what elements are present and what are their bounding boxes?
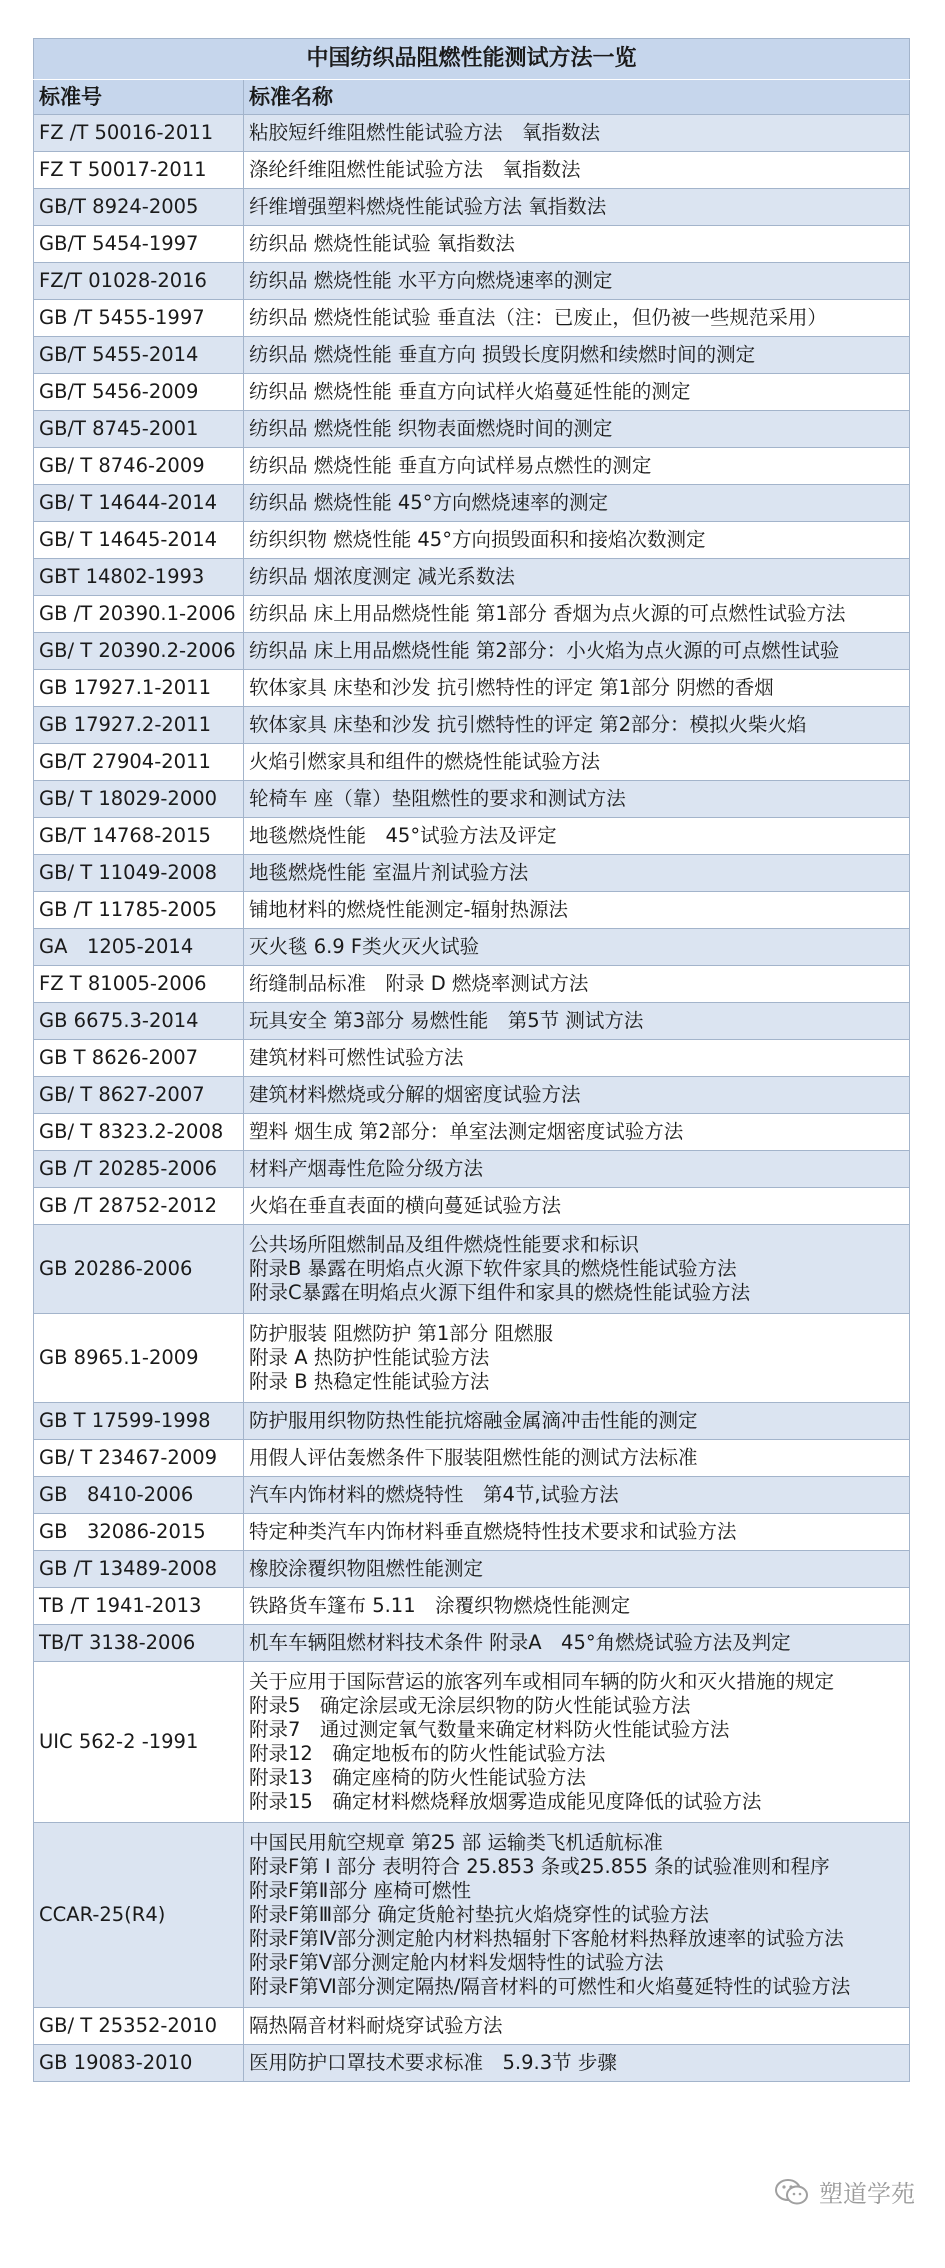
table-row <box>34 966 910 1003</box>
table-row <box>34 2008 910 2045</box>
standard-name <box>244 559 910 596</box>
standard-name-line: 纺织品 燃烧性能试验 氧指数法 <box>249 232 515 255</box>
table-row <box>34 115 910 152</box>
table-row <box>34 670 910 707</box>
standard-code: GBT 14802-1993 <box>34 559 244 596</box>
standard-name-line: 铺地材料的燃烧性能测定-辐射热源法 <box>249 898 569 921</box>
standard-name-line: 纺织品 燃烧性能试验 垂直法（注：已废止，但仍被一些规范采用） <box>249 306 827 329</box>
standard-name <box>244 966 910 1003</box>
standard-name-line: 附录15 确定材料燃烧释放烟雾造成能见度降低的试验方法 <box>249 1790 762 1813</box>
standard-name-line: 附录7 通过测定氧气数量来确定材料防火性能试验方法 <box>249 1718 730 1741</box>
standard-name-line: 附录5 确定涂层或无涂层织物的防火性能试验方法 <box>249 1694 691 1717</box>
standard-code: GB/ T 8746-2009 <box>34 448 244 485</box>
standard-name <box>244 1477 910 1514</box>
table-row <box>34 1662 910 1823</box>
standard-code: GB/ T 25352-2010 <box>34 2008 244 2045</box>
standard-name-line: 纺织品 床上用品燃烧性能 第2部分：小火焰为点火源的可点燃性试验 <box>249 639 840 662</box>
standard-name-line: 软体家具 床垫和沙发 抗引燃特性的评定 第2部分：模拟火柴火焰 <box>249 713 807 736</box>
table-row <box>34 892 910 929</box>
standard-code: FZ /T 50016-2011 <box>34 115 244 152</box>
standard-code: GB 19083-2010 <box>34 2045 244 2082</box>
standard-name <box>244 1225 910 1314</box>
standard-name-line: 附录F第Ⅱ部分 座椅可燃性 <box>249 1879 472 1902</box>
standard-code: GB /T 11785-2005 <box>34 892 244 929</box>
standard-name <box>244 1514 910 1551</box>
table-row <box>34 855 910 892</box>
table-row <box>34 744 910 781</box>
standard-name <box>244 1188 910 1225</box>
standard-name-line: 橡胶涂覆织物阻燃性能测定 <box>249 1557 484 1580</box>
standard-name-line: 纺织品 烟浓度测定 减光系数法 <box>249 565 515 588</box>
standard-name-line: 铁路货车篷布 5.11 涂覆织物燃烧性能测定 <box>249 1594 631 1617</box>
standard-name <box>244 929 910 966</box>
table-row <box>34 1477 910 1514</box>
standard-name <box>244 152 910 189</box>
standard-code: GB 8965.1-2009 <box>34 1314 244 1403</box>
standard-code: GB/ T 8627-2007 <box>34 1077 244 1114</box>
standard-name-line: 火焰引燃家具和组件的燃烧性能试验方法 <box>249 750 601 773</box>
standard-name-line: 轮椅车 座（靠）垫阻燃性的要求和测试方法 <box>249 787 626 810</box>
standard-code: FZ/T 01028-2016 <box>34 263 244 300</box>
standard-name-line: 建筑材料可燃性试验方法 <box>249 1046 464 1069</box>
standard-code: GB 6675.3-2014 <box>34 1003 244 1040</box>
table-row <box>34 1188 910 1225</box>
standard-code: GB 20286-2006 <box>34 1225 244 1314</box>
standard-code: GB T 17599-1998 <box>34 1403 244 1440</box>
standard-name-line: 附录 A 热防护性能试验方法 <box>249 1346 490 1369</box>
table-row <box>34 559 910 596</box>
standard-name <box>244 707 910 744</box>
standard-name-line: 附录F第Ⅴ部分测定舱内材料发烟特性的试验方法 <box>249 1951 664 1974</box>
standard-name <box>244 1003 910 1040</box>
standard-name <box>244 1077 910 1114</box>
table-row <box>34 1151 910 1188</box>
standard-name <box>244 633 910 670</box>
standard-code: GB /T 5455-1997 <box>34 300 244 337</box>
table-row <box>34 1040 910 1077</box>
standard-code: GB/T 5455-2014 <box>34 337 244 374</box>
table-row <box>34 633 910 670</box>
standard-name <box>244 818 910 855</box>
standard-code: GB/ T 8323.2-2008 <box>34 1114 244 1151</box>
standard-code: GB/T 5456-2009 <box>34 374 244 411</box>
standard-name-line: 塑料 烟生成 第2部分：单室法测定烟密度试验方法 <box>249 1120 684 1143</box>
standard-name <box>244 1551 910 1588</box>
table-row <box>34 374 910 411</box>
standard-name-line: 纤维增强塑料燃烧性能试验方法 氧指数法 <box>249 195 607 218</box>
table-row <box>34 1823 910 2008</box>
standard-code: FZ T 50017-2011 <box>34 152 244 189</box>
table-row <box>34 1314 910 1403</box>
table-row <box>34 152 910 189</box>
standard-code: GB/T 8924-2005 <box>34 189 244 226</box>
standard-name-line: 软体家具 床垫和沙发 抗引燃特性的评定 第1部分 阴燃的香烟 <box>249 676 774 699</box>
standard-name <box>244 337 910 374</box>
standard-name-line: 汽车内饰材料的燃烧特性 第4节,试验方法 <box>249 1483 619 1506</box>
standard-code: GB 8410-2006 <box>34 1477 244 1514</box>
standard-name-line: 附录12 确定地板布的防火性能试验方法 <box>249 1742 606 1765</box>
table-row <box>34 1003 910 1040</box>
standard-name <box>244 1823 910 2008</box>
standard-name-line: 中国民用航空规章 第25 部 运输类飞机适航标准 <box>249 1831 663 1854</box>
standard-code: GB /T 20390.1-2006 <box>34 596 244 633</box>
standard-code: GB /T 20285-2006 <box>34 1151 244 1188</box>
standard-code: GB 17927.1-2011 <box>34 670 244 707</box>
standards-table-container <box>33 38 910 2082</box>
table-row <box>34 226 910 263</box>
standard-code: GB/T 14768-2015 <box>34 818 244 855</box>
table-row <box>34 337 910 374</box>
standard-name-line: 纺织品 燃烧性能 垂直方向试样易点燃性的测定 <box>249 454 652 477</box>
table-row <box>34 1625 910 1662</box>
standard-code: GB/T 8745-2001 <box>34 411 244 448</box>
standard-name-line: 地毯燃烧性能 室温片剂试验方法 <box>249 861 529 884</box>
table-row <box>34 1114 910 1151</box>
standard-code: GB /T 28752-2012 <box>34 1188 244 1225</box>
table-row <box>34 1403 910 1440</box>
standard-name-line: 附录F第Ⅲ部分 确定货舱衬垫抗火焰烧穿性的试验方法 <box>249 1903 709 1926</box>
standard-name <box>244 374 910 411</box>
standard-name <box>244 1588 910 1625</box>
table-header-row <box>34 80 910 115</box>
standard-code: GB/ T 11049-2008 <box>34 855 244 892</box>
standard-name <box>244 1625 910 1662</box>
standard-name-line: 纺织品 燃烧性能 织物表面燃烧时间的测定 <box>249 417 613 440</box>
wechat-icon <box>775 2178 809 2206</box>
standard-name <box>244 2045 910 2082</box>
table-row <box>34 263 910 300</box>
standards-table <box>33 38 910 2082</box>
standard-name <box>244 1114 910 1151</box>
standard-code: GB/ T 14644-2014 <box>34 485 244 522</box>
standard-name <box>244 670 910 707</box>
standard-name-line: 附录F第Ⅵ部分测定隔热/隔音材料的可燃性和火焰蔓延特性的试验方法 <box>249 1975 851 1998</box>
standard-name <box>244 1151 910 1188</box>
standard-name <box>244 1403 910 1440</box>
table-row <box>34 485 910 522</box>
standard-name <box>244 781 910 818</box>
standard-name-line: 附录 B 热稳定性能试验方法 <box>249 1370 490 1393</box>
standard-name-line: 涤纶纤维阻燃性能试验方法 氧指数法 <box>249 158 581 181</box>
standard-code: GB /T 13489-2008 <box>34 1551 244 1588</box>
table-row <box>34 300 910 337</box>
standard-code: TB /T 1941-2013 <box>34 1588 244 1625</box>
standard-name-line: 防护服装 阻燃防护 第1部分 阻燃服 <box>249 1322 554 1345</box>
standard-code: GB/ T 20390.2-2006 <box>34 633 244 670</box>
standard-code: GB/T 27904-2011 <box>34 744 244 781</box>
standard-name <box>244 596 910 633</box>
standard-name <box>244 522 910 559</box>
standard-name-line: 附录F第 I 部分 表明符合 25.853 条或25.855 条的试验准则和程序 <box>249 1855 830 1878</box>
standard-name <box>244 448 910 485</box>
footer-brand <box>775 2174 915 2209</box>
standard-name <box>244 1314 910 1403</box>
standard-code: GA 1205-2014 <box>34 929 244 966</box>
standard-name <box>244 1040 910 1077</box>
standard-code: GB 17927.2-2011 <box>34 707 244 744</box>
standard-name <box>244 855 910 892</box>
table-row <box>34 1588 910 1625</box>
standard-name <box>244 1440 910 1477</box>
standard-name-line: 附录13 确定座椅的防火性能试验方法 <box>249 1766 586 1789</box>
standard-code: GB/ T 18029-2000 <box>34 781 244 818</box>
standard-code: TB/T 3138-2006 <box>34 1625 244 1662</box>
standard-name <box>244 411 910 448</box>
standard-name-line: 火焰在垂直表面的横向蔓延试验方法 <box>249 1194 562 1217</box>
standard-code: GB T 8626-2007 <box>34 1040 244 1077</box>
standard-code: GB/T 5454-1997 <box>34 226 244 263</box>
table-row <box>34 929 910 966</box>
standard-name-line: 粘胶短纤维阻燃性能试验方法 氧指数法 <box>249 121 601 144</box>
table-row <box>34 781 910 818</box>
standard-name-line: 纺织品 燃烧性能 垂直方向试样火焰蔓延性能的测定 <box>249 380 691 403</box>
standard-code: GB/ T 14645-2014 <box>34 522 244 559</box>
standard-name-line: 纺织品 燃烧性能 45°方向燃烧速率的测定 <box>249 491 608 514</box>
standard-name-line: 附录B 暴露在明焰点火源下软件家具的燃烧性能试验方法 <box>249 1257 737 1280</box>
standard-name-line: 纺织品 床上用品燃烧性能 第1部分 香烟为点火源的可点燃性试验方法 <box>249 602 846 625</box>
standard-name-line: 特定种类汽车内饰材料垂直燃烧特性技术要求和试验方法 <box>249 1520 737 1543</box>
standard-code: GB/ T 23467-2009 <box>34 1440 244 1477</box>
standard-code: FZ T 81005-2006 <box>34 966 244 1003</box>
standard-code: CCAR-25(R4) <box>34 1823 244 2008</box>
standard-name <box>244 892 910 929</box>
table-row <box>34 818 910 855</box>
standard-name <box>244 115 910 152</box>
table-row <box>34 1514 910 1551</box>
standard-code: GB 32086-2015 <box>34 1514 244 1551</box>
standard-code: UIC 562-2 -1991 <box>34 1662 244 1823</box>
standard-name-line: 材料产烟毒性危险分级方法 <box>249 1157 484 1180</box>
standard-name <box>244 2008 910 2045</box>
standard-name <box>244 189 910 226</box>
table-row <box>34 189 910 226</box>
standard-name <box>244 263 910 300</box>
standard-name-line: 用假人评估轰燃条件下服装阻燃性能的测试方法标准 <box>249 1446 698 1469</box>
standard-name <box>244 744 910 781</box>
table-row <box>34 596 910 633</box>
table-row <box>34 1440 910 1477</box>
header-standard-name: 标准名称 <box>244 80 910 115</box>
standard-name-line: 建筑材料燃烧或分解的烟密度试验方法 <box>249 1083 581 1106</box>
header-standard-code: 标准号 <box>34 80 244 115</box>
table-row <box>34 707 910 744</box>
table-row <box>34 1225 910 1314</box>
standard-name-line: 机车车辆阻燃材料技术条件 附录A 45°角燃烧试验方法及判定 <box>249 1631 791 1654</box>
standard-name-line: 防护服用织物防热性能抗熔融金属滴冲击性能的测定 <box>249 1409 698 1432</box>
standard-name-line: 医用防护口罩技术要求标准 5.9.3节 步骤 <box>249 2051 617 2074</box>
standard-name-line: 公共场所阻燃制品及组件燃烧性能要求和标识 <box>249 1233 640 1256</box>
standard-name-line: 附录F第Ⅳ部分测定舱内材料热辐射下客舱材料热释放速率的试验方法 <box>249 1927 844 1950</box>
standard-name-line: 纺织品 燃烧性能 垂直方向 损毁长度阴燃和续燃时间的测定 <box>249 343 756 366</box>
table-row <box>34 411 910 448</box>
standard-name-line: 地毯燃烧性能 45°试验方法及评定 <box>249 824 557 847</box>
table-row <box>34 448 910 485</box>
table-row <box>34 1077 910 1114</box>
standard-name-line: 纺织品 燃烧性能 水平方向燃烧速率的测定 <box>249 269 613 292</box>
table-row <box>34 1551 910 1588</box>
table-title: 中国纺织品阻燃性能测试方法一览 <box>34 39 910 80</box>
table-title-row <box>34 39 910 80</box>
standard-name-line: 灭火毯 6.9 F类火灭火试验 <box>249 935 480 958</box>
standard-name <box>244 300 910 337</box>
standard-name-line: 绗缝制品标准 附录 D 燃烧率测试方法 <box>249 972 589 995</box>
brand-name: 塑道学苑 <box>819 2180 915 2208</box>
standard-name-line: 关于应用于国际营运的旅客列车或相同车辆的防火和灭火措施的规定 <box>249 1670 835 1693</box>
standard-name-line: 玩具安全 第3部分 易燃性能 第5节 测试方法 <box>249 1009 644 1032</box>
table-row <box>34 2045 910 2082</box>
standard-name-line: 隔热隔音材料耐烧穿试验方法 <box>249 2014 503 2037</box>
standard-name <box>244 226 910 263</box>
standard-name-line: 附录C暴露在明焰点火源下组件和家具的燃烧性能试验方法 <box>249 1281 751 1304</box>
standard-name <box>244 1662 910 1823</box>
table-row <box>34 522 910 559</box>
standard-name <box>244 485 910 522</box>
standard-name-line: 纺织织物 燃烧性能 45°方向损毁面积和接焰次数测定 <box>249 528 706 551</box>
